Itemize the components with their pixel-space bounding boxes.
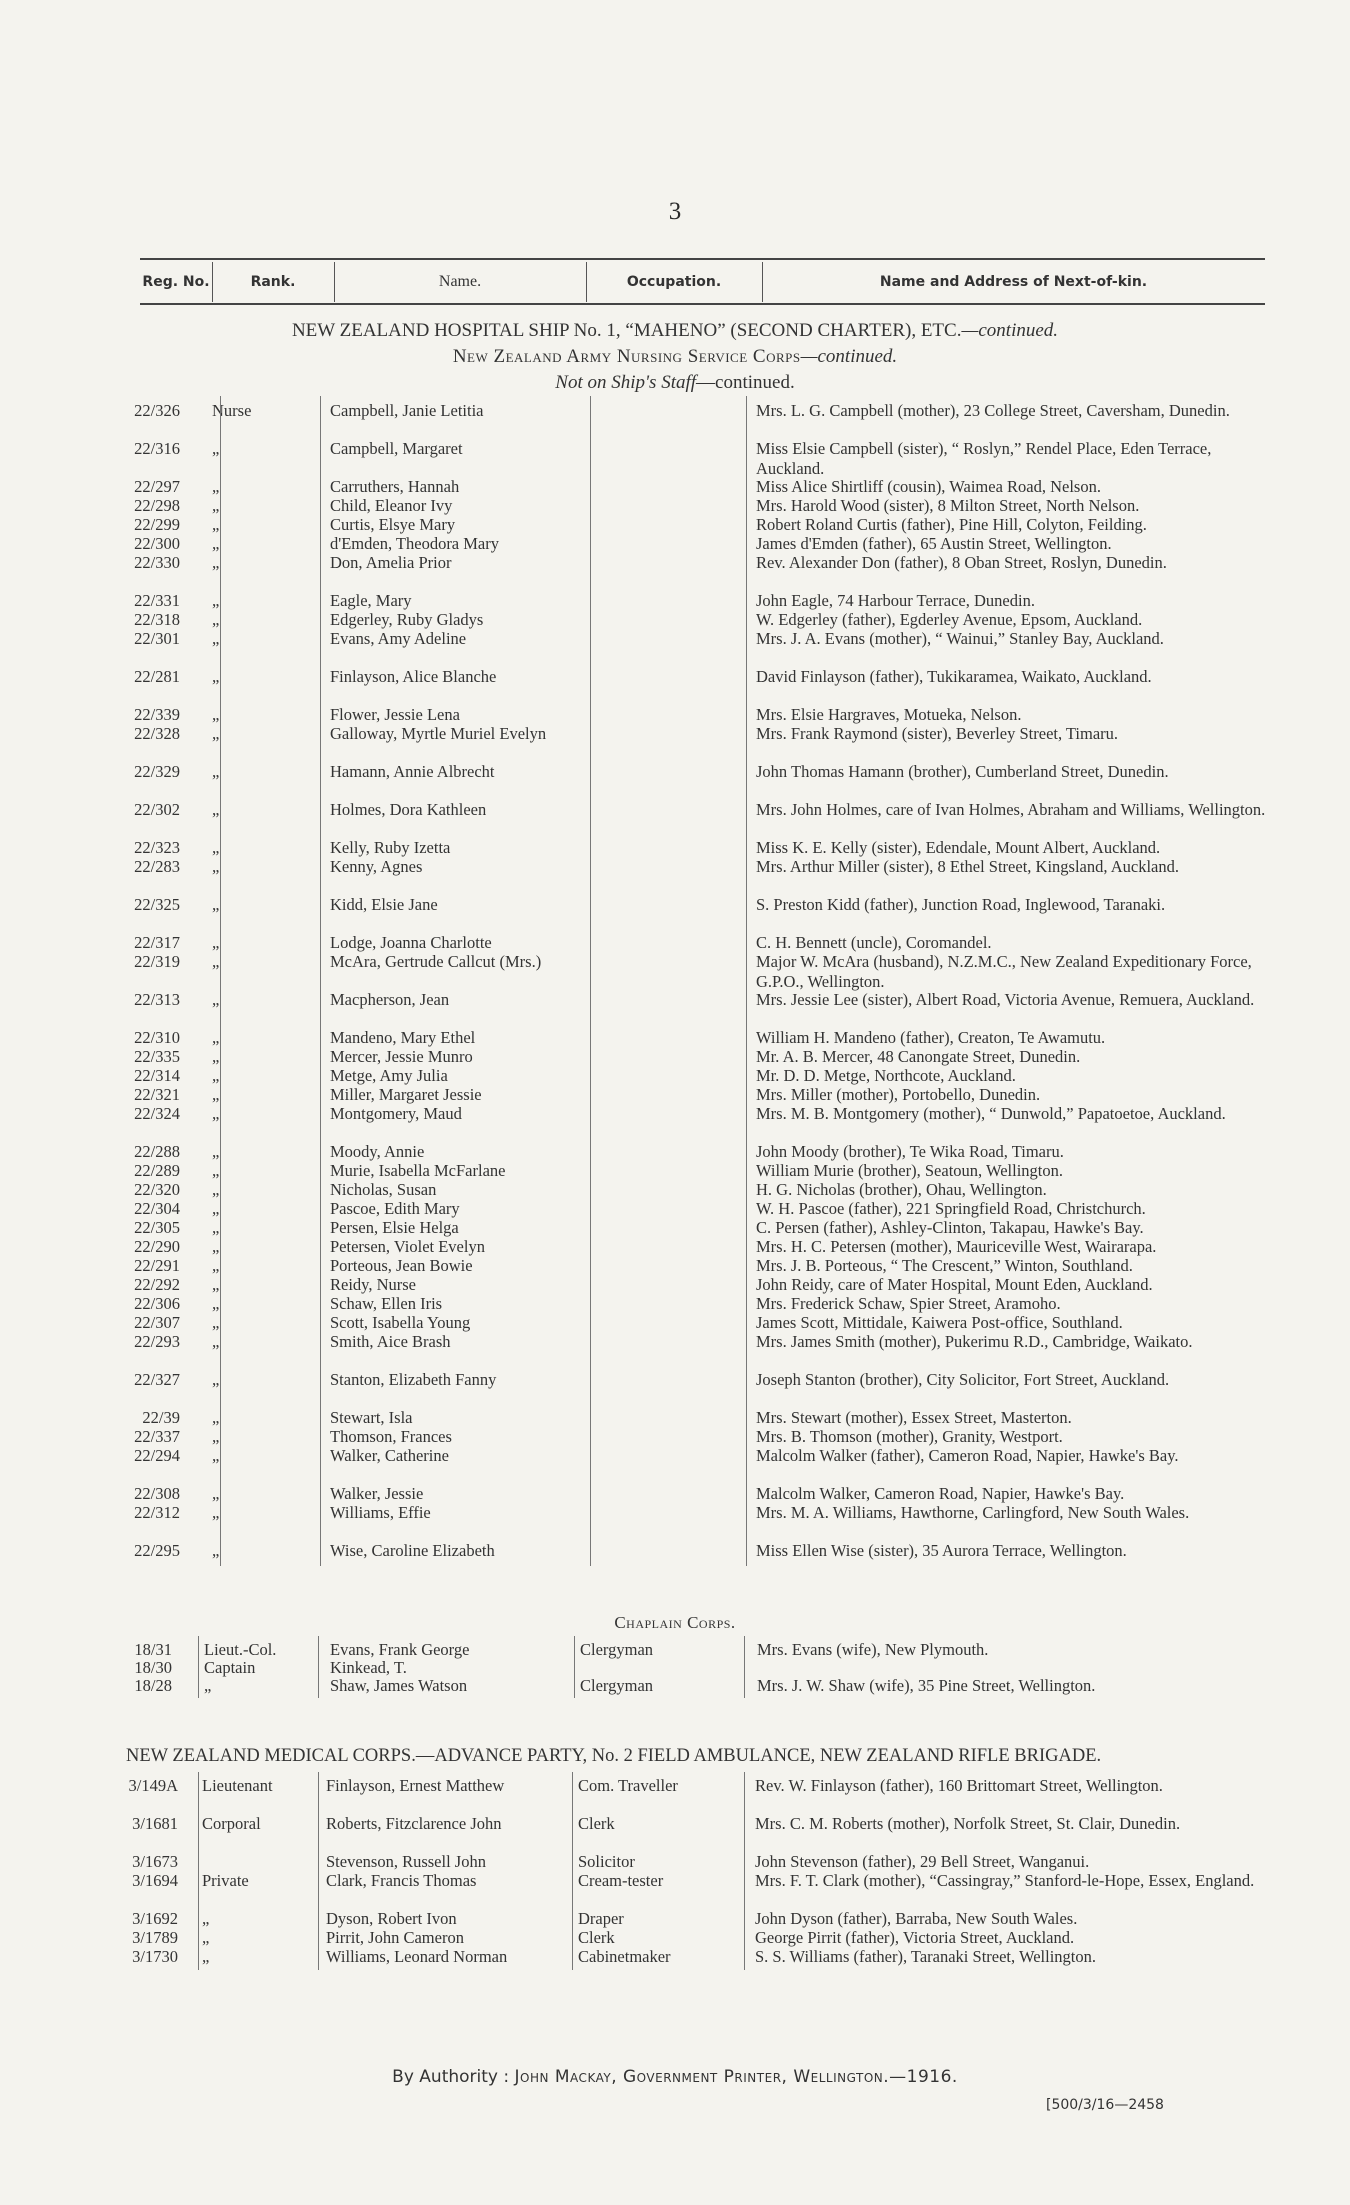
person-name: Campbell, Janie Letitia: [330, 401, 484, 420]
divider-occupation: [590, 396, 591, 1566]
next-of-kin: Mrs. Miller (mother), Portobello, Dunedin.: [756, 1085, 1041, 1104]
divider-kin: [746, 396, 747, 1566]
rank: „: [212, 762, 220, 781]
rank: „: [212, 1142, 220, 1161]
person-name: Shaw, James Watson: [330, 1676, 468, 1695]
divider-rank: [220, 396, 221, 1566]
reg-number: 22/39: [142, 1408, 180, 1427]
person-name: Eagle, Mary: [330, 591, 412, 610]
next-of-kin: Mrs. James Smith (mother), Pukerimu R.D., Cambridge, Waikato.: [756, 1332, 1193, 1351]
person-name: Galloway, Myrtle Muriel Evelyn: [330, 724, 547, 743]
rank: „: [212, 534, 220, 553]
next-of-kin: Mrs. M. A. Williams, Hawthorne, Carlingford, New South Wales.: [756, 1503, 1190, 1522]
rank: Captain: [204, 1658, 256, 1677]
reg-number: 22/337: [134, 1427, 180, 1446]
reg-number: 22/292: [134, 1275, 180, 1294]
person-name: Finlayson, Alice Blanche: [330, 667, 497, 686]
next-of-kin: John Dyson (father), Barraba, New South Wales.: [755, 1909, 1078, 1928]
rank: „: [212, 515, 220, 534]
next-of-kin: John Reidy, care of Mater Hospital, Mount Eden, Auckland.: [756, 1275, 1153, 1294]
next-of-kin: S. S. Williams (father), Taranaki Street, Wellington.: [755, 1947, 1096, 1966]
reg-number: 3/1673: [132, 1852, 178, 1871]
section-subsubtitle: Not on Ship's Staff—continued.: [555, 372, 795, 393]
reg-number: 22/304: [134, 1199, 180, 1218]
next-of-kin: James d'Emden (father), 65 Austin Street, Wellington.: [756, 534, 1112, 553]
next-of-kin: Mrs. Harold Wood (sister), 8 Milton Street, North Nelson.: [756, 496, 1140, 515]
reg-number: 22/294: [134, 1446, 180, 1465]
reg-number: 22/299: [134, 515, 180, 534]
occupation: Clerk: [578, 1928, 615, 1947]
next-of-kin: C. Persen (father), Ashley-Clinton, Takapau, Hawke's Bay.: [756, 1218, 1144, 1237]
person-name: Smith, Aice Brash: [330, 1332, 451, 1351]
person-name: Mandeno, Mary Ethel: [330, 1028, 476, 1047]
reg-number: 3/1681: [132, 1814, 178, 1833]
next-of-kin: Mr. A. B. Mercer, 48 Canongate Street, Dunedin.: [756, 1047, 1081, 1066]
next-of-kin: Joseph Stanton (brother), City Solicitor, Fort Street, Auckland.: [756, 1370, 1170, 1389]
col-name: Name.: [438, 273, 482, 290]
rank: „: [212, 553, 220, 572]
person-name: Thomson, Frances: [330, 1427, 452, 1446]
rank: „: [212, 952, 220, 971]
person-name: Pirrit, John Cameron: [326, 1928, 464, 1947]
rank: „: [212, 705, 220, 724]
chaplain-divider-occupation: [574, 1636, 575, 1698]
divider-name: [320, 396, 321, 1566]
occupation: Cabinetmaker: [578, 1947, 671, 1966]
person-name: Lodge, Joanna Charlotte: [330, 933, 492, 952]
rank: „: [212, 838, 220, 857]
rank: „: [212, 933, 220, 952]
person-name: Petersen, Violet Evelyn: [330, 1237, 485, 1256]
person-name: Stevenson, Russell John: [326, 1852, 486, 1871]
person-name: Scott, Isabella Young: [330, 1313, 471, 1332]
reg-number: 22/329: [134, 762, 180, 781]
person-name: Mercer, Jessie Munro: [330, 1047, 473, 1066]
rank: „: [212, 1275, 220, 1294]
person-name: Macpherson, Jean: [330, 990, 450, 1009]
reg-number: 22/314: [134, 1066, 180, 1085]
reg-number: 22/328: [134, 724, 180, 743]
rank: „: [212, 1427, 220, 1446]
next-of-kin: Mrs. H. C. Petersen (mother), Mauriceville West, Wairarapa.: [756, 1237, 1157, 1256]
next-of-kin: C. H. Bennett (uncle), Coromandel.: [756, 933, 992, 952]
person-name: Hamann, Annie Albrecht: [330, 762, 495, 781]
person-name: Kenny, Agnes: [330, 857, 423, 876]
person-name: Williams, Leonard Norman: [326, 1947, 508, 1966]
next-of-kin: H. G. Nicholas (brother), Ohau, Wellington.: [756, 1180, 1047, 1199]
next-of-kin: James Scott, Mittidale, Kaiwera Post-office, Southland.: [756, 1313, 1123, 1332]
person-name: Evans, Amy Adeline: [330, 629, 467, 648]
reg-number: 22/297: [134, 477, 180, 496]
rank: „: [212, 591, 220, 610]
reg-number: 22/298: [134, 496, 180, 515]
next-of-kin: Mrs. John Holmes, care of Ivan Holmes, Abraham and Williams, Wellington.: [756, 800, 1266, 819]
next-of-kin: Miss K. E. Kelly (sister), Edendale, Mount Albert, Auckland.: [756, 838, 1161, 857]
reg-number: 22/327: [134, 1370, 180, 1389]
reg-number: 22/308: [134, 1484, 180, 1503]
occupation: Clergyman: [580, 1676, 654, 1695]
rank: „: [212, 1237, 220, 1256]
next-of-kin: Mrs. Elsie Hargraves, Motueka, Nelson.: [756, 705, 1022, 724]
reg-number: 22/301: [134, 629, 180, 648]
next-of-kin: Mrs. Frederick Schaw, Spier Street, Aramoho.: [756, 1294, 1061, 1313]
reg-number: 22/300: [134, 534, 180, 553]
reg-number: 3/1730: [132, 1947, 178, 1966]
rank: „: [212, 629, 220, 648]
next-of-kin: Malcolm Walker, Cameron Road, Napier, Hawke's Bay.: [756, 1484, 1125, 1503]
rank: „: [212, 800, 220, 819]
rank: „: [212, 1028, 220, 1047]
rank: „: [212, 1541, 220, 1560]
rank: „: [212, 1332, 220, 1351]
person-name: Evans, Frank George: [330, 1640, 470, 1659]
person-name: Finlayson, Ernest Matthew: [326, 1776, 505, 1795]
reg-number: 22/319: [134, 952, 180, 971]
next-of-kin: Miss Alice Shirtliff (cousin), Waimea Road, Nelson.: [756, 477, 1101, 496]
col-rank: Rank.: [250, 274, 296, 290]
reg-number: 18/30: [134, 1658, 172, 1677]
reg-number: 22/318: [134, 610, 180, 629]
print-code: [500/3/16—2458: [1046, 2097, 1164, 2113]
person-name: d'Emden, Theodora Mary: [330, 534, 499, 553]
rank: „: [212, 667, 220, 686]
occupation: Clerk: [578, 1814, 615, 1833]
rank: „: [212, 1446, 220, 1465]
rank: „: [212, 1370, 220, 1389]
reg-number: 22/293: [134, 1332, 180, 1351]
chaplain-title: Chaplain Corps.: [614, 1613, 736, 1632]
next-of-kin: Malcolm Walker (father), Cameron Road, Napier, Hawke's Bay.: [756, 1446, 1179, 1465]
reg-number: 22/289: [134, 1161, 180, 1180]
rank: Lieut.-Col.: [204, 1640, 277, 1659]
next-of-kin: George Pirrit (father), Victoria Street, Auckland.: [755, 1928, 1075, 1947]
next-of-kin: W. Edgerley (father), Egderley Avenue, Epsom, Auckland.: [756, 610, 1143, 629]
rank: Corporal: [202, 1814, 261, 1833]
person-name: Child, Eleanor Ivy: [330, 496, 453, 515]
reg-number: 22/325: [134, 895, 180, 914]
rank: Lieutenant: [202, 1776, 273, 1795]
rank: „: [212, 439, 220, 458]
next-of-kin: William Murie (brother), Seatoun, Wellington.: [756, 1161, 1064, 1180]
person-name: Murie, Isabella McFarlane: [330, 1161, 506, 1180]
occupation: Cream-tester: [578, 1871, 664, 1890]
next-of-kin: W. H. Pascoe (father), 221 Springfield Road, Christchurch.: [756, 1199, 1146, 1218]
reg-number: 22/281: [134, 667, 180, 686]
page-number: 3: [668, 198, 682, 225]
rank: „: [212, 1161, 220, 1180]
rank: Private: [202, 1871, 249, 1890]
occupation: Draper: [578, 1909, 624, 1928]
reg-number: 22/324: [134, 1104, 180, 1123]
next-of-kin: Major W. McAra (husband), N.Z.M.C., New Zealand Expeditionary Force, G.P.O., Wellington.: [756, 952, 1252, 991]
next-of-kin: Robert Roland Curtis (father), Pine Hill, Colyton, Feilding.: [756, 515, 1147, 534]
rank: „: [212, 895, 220, 914]
reg-number: 22/320: [134, 1180, 180, 1199]
person-name: Roberts, Fitzclarence John: [326, 1814, 502, 1833]
rank: „: [212, 1218, 220, 1237]
next-of-kin: Mrs. Frank Raymond (sister), Beverley Street, Timaru.: [756, 724, 1119, 743]
occupation: Clergyman: [580, 1640, 654, 1659]
medical-divider-name: [318, 1772, 319, 1970]
reg-number: 18/31: [134, 1640, 172, 1659]
next-of-kin: John Stevenson (father), 29 Bell Street, Wanganui.: [755, 1852, 1090, 1871]
person-name: Montgomery, Maud: [330, 1104, 462, 1123]
medical-divider-kin: [744, 1772, 745, 1970]
reg-number: 22/283: [134, 857, 180, 876]
medical-divider-occupation: [572, 1772, 573, 1970]
next-of-kin: Mr. D. D. Metge, Northcote, Auckland.: [756, 1066, 1016, 1085]
rank: „: [212, 1066, 220, 1085]
next-of-kin: Mrs. M. B. Montgomery (mother), “ Dunwold,” Papatoetoe, Auckland.: [756, 1104, 1226, 1123]
rank: „: [212, 990, 220, 1009]
rank: „: [212, 724, 220, 743]
reg-number: 22/305: [134, 1218, 180, 1237]
person-name: Clark, Francis Thomas: [326, 1871, 477, 1890]
person-name: Wise, Caroline Elizabeth: [330, 1541, 495, 1560]
rank: „: [212, 1085, 220, 1104]
person-name: Persen, Elsie Helga: [330, 1218, 459, 1237]
reg-number: 22/339: [134, 705, 180, 724]
next-of-kin: Mrs. F. T. Clark (mother), “Cassingray,” Stanford-le-Hope, Essex, England.: [755, 1871, 1255, 1890]
reg-number: 22/330: [134, 553, 180, 572]
rank: „: [212, 1047, 220, 1066]
footer-authority: By Authority : John Mackay, Government Printer, Wellington.—1916.: [392, 2067, 958, 2087]
next-of-kin: Mrs. C. M. Roberts (mother), Norfolk Street, St. Clair, Dunedin.: [755, 1814, 1181, 1833]
rank: „: [212, 1180, 220, 1199]
person-name: Moody, Annie: [330, 1142, 425, 1161]
col-reg: Reg. No.: [142, 274, 210, 290]
chaplain-divider-rank: [198, 1636, 199, 1698]
next-of-kin: Mrs. J. B. Porteous, “ The Crescent,” Winton, Southland.: [756, 1256, 1133, 1275]
person-name: Kidd, Elsie Jane: [330, 895, 438, 914]
reg-number: 22/310: [134, 1028, 180, 1047]
person-name: Reidy, Nurse: [330, 1275, 416, 1294]
next-of-kin: Mrs. Arthur Miller (sister), 8 Ethel Street, Kingsland, Auckland.: [756, 857, 1179, 876]
rank: „: [212, 1199, 220, 1218]
next-of-kin: Mrs. Stewart (mother), Essex Street, Masterton.: [756, 1408, 1072, 1427]
next-of-kin: Mrs. L. G. Campbell (mother), 23 College Street, Caversham, Dunedin.: [756, 401, 1230, 420]
reg-number: 22/291: [134, 1256, 180, 1275]
next-of-kin: Mrs. J. A. Evans (mother), “ Wainui,” Stanley Bay, Auckland.: [756, 629, 1164, 648]
next-of-kin: Rev. Alexander Don (father), 8 Oban Street, Roslyn, Dunedin.: [756, 553, 1167, 572]
reg-number: 18/28: [134, 1676, 172, 1695]
person-name: Edgerley, Ruby Gladys: [330, 610, 484, 629]
person-name: Metge, Amy Julia: [330, 1066, 448, 1085]
rank: „: [212, 857, 220, 876]
reg-number: 22/307: [134, 1313, 180, 1332]
reg-number: 22/306: [134, 1294, 180, 1313]
rank: „: [212, 1503, 220, 1522]
next-of-kin: Rev. W. Finlayson (father), 160 Brittomart Street, Wellington.: [755, 1776, 1163, 1795]
next-of-kin: Mrs. J. W. Shaw (wife), 35 Pine Street, Wellington.: [757, 1676, 1096, 1695]
person-name: Don, Amelia Prior: [330, 553, 452, 572]
rank: Nurse: [212, 401, 252, 420]
rank: „: [212, 610, 220, 629]
reg-number: 22/326: [134, 401, 180, 420]
next-of-kin: John Moody (brother), Te Wika Road, Timaru.: [756, 1142, 1064, 1161]
section-title: NEW ZEALAND HOSPITAL SHIP No. 1, “MAHENO” (SECOND CHARTER), ETC.—continued.: [291, 320, 1059, 341]
person-name: Schaw, Ellen Iris: [330, 1294, 443, 1313]
person-name: Dyson, Robert Ivon: [326, 1909, 457, 1928]
person-name: Stanton, Elizabeth Fanny: [330, 1370, 497, 1389]
person-name: Pascoe, Edith Mary: [330, 1199, 460, 1218]
reg-number: 22/323: [134, 838, 180, 857]
rank: „: [212, 1256, 220, 1275]
next-of-kin: William H. Mandeno (father), Creaton, Te Awamutu.: [756, 1028, 1106, 1047]
reg-number: 22/288: [134, 1142, 180, 1161]
rank: „: [212, 1294, 220, 1313]
next-of-kin: S. Preston Kidd (father), Junction Road, Inglewood, Taranaki.: [756, 895, 1166, 914]
section-subtitle: New Zealand Army Nursing Service Corps—continued.: [452, 346, 898, 367]
reg-number: 3/1694: [132, 1871, 178, 1890]
person-name: Williams, Effie: [330, 1503, 431, 1522]
next-of-kin: Mrs. B. Thomson (mother), Granity, Westport.: [756, 1427, 1063, 1446]
reg-number: 22/321: [134, 1085, 180, 1104]
next-of-kin: David Finlayson (father), Tukikaramea, Waikato, Auckland.: [756, 667, 1152, 686]
col-next-of-kin: Name and Address of Next-of-kin.: [879, 274, 1148, 290]
reg-number: 22/331: [134, 591, 180, 610]
person-name: Walker, Jessie: [330, 1484, 424, 1503]
person-name: Porteous, Jean Bowie: [330, 1256, 473, 1275]
reg-number: 22/317: [134, 933, 180, 952]
medical-title: NEW ZEALAND MEDICAL CORPS.—ADVANCE PARTY, No. 2 FIELD AMBULANCE, NEW ZEALAND RIFLE BRIGADE.: [126, 1746, 1102, 1766]
person-name: Nicholas, Susan: [330, 1180, 437, 1199]
person-name: Curtis, Elsye Mary: [330, 515, 456, 534]
rank: „: [212, 1313, 220, 1332]
person-name: McAra, Gertrude Callcut (Mrs.): [330, 952, 542, 971]
rank: „: [212, 1484, 220, 1503]
next-of-kin: Mrs. Evans (wife), New Plymouth.: [757, 1640, 989, 1659]
person-name: Holmes, Dora Kathleen: [330, 800, 487, 819]
col-occupation: Occupation.: [626, 274, 722, 290]
person-name: Walker, Catherine: [330, 1446, 449, 1465]
occupation: Com. Traveller: [578, 1776, 678, 1795]
occupation: Solicitor: [578, 1852, 635, 1871]
rank: „: [202, 1928, 210, 1947]
reg-number: 22/295: [134, 1541, 180, 1560]
reg-number: 22/290: [134, 1237, 180, 1256]
rank: „: [212, 477, 220, 496]
reg-number: 3/1789: [132, 1928, 178, 1947]
rank: „: [202, 1947, 210, 1966]
person-name: Flower, Jessie Lena: [330, 705, 460, 724]
next-of-kin: John Thomas Hamann (brother), Cumberland Street, Dunedin.: [756, 762, 1169, 781]
rank: „: [202, 1909, 210, 1928]
reg-number: 22/316: [134, 439, 180, 458]
next-of-kin: Miss Elsie Campbell (sister), “ Roslyn,” Rendel Place, Eden Terrace, Auckland.: [756, 439, 1212, 478]
reg-number: 22/302: [134, 800, 180, 819]
chaplain-divider-kin: [744, 1636, 745, 1698]
rank: „: [212, 1408, 220, 1427]
rank: „: [212, 1104, 220, 1123]
reg-number: 3/149A: [128, 1776, 178, 1795]
person-name: Kinkead, T.: [330, 1658, 407, 1677]
medical-divider-rank: [198, 1772, 199, 1970]
reg-number: 22/312: [134, 1503, 180, 1522]
next-of-kin: Mrs. Jessie Lee (sister), Albert Road, Victoria Avenue, Remuera, Auckland.: [756, 990, 1255, 1009]
person-name: Kelly, Ruby Izetta: [330, 838, 451, 857]
reg-number: 22/335: [134, 1047, 180, 1066]
person-name: Campbell, Margaret: [330, 439, 463, 458]
person-name: Miller, Margaret Jessie: [330, 1085, 482, 1104]
reg-number: 22/313: [134, 990, 180, 1009]
next-of-kin: John Eagle, 74 Harbour Terrace, Dunedin.: [756, 591, 1035, 610]
person-name: Carruthers, Hannah: [330, 477, 460, 496]
rank: „: [204, 1676, 212, 1695]
rank: „: [212, 496, 220, 515]
next-of-kin: Miss Ellen Wise (sister), 35 Aurora Terrace, Wellington.: [756, 1541, 1127, 1560]
reg-number: 3/1692: [132, 1909, 178, 1928]
chaplain-divider-name: [318, 1636, 319, 1698]
person-name: Stewart, Isla: [330, 1408, 413, 1427]
